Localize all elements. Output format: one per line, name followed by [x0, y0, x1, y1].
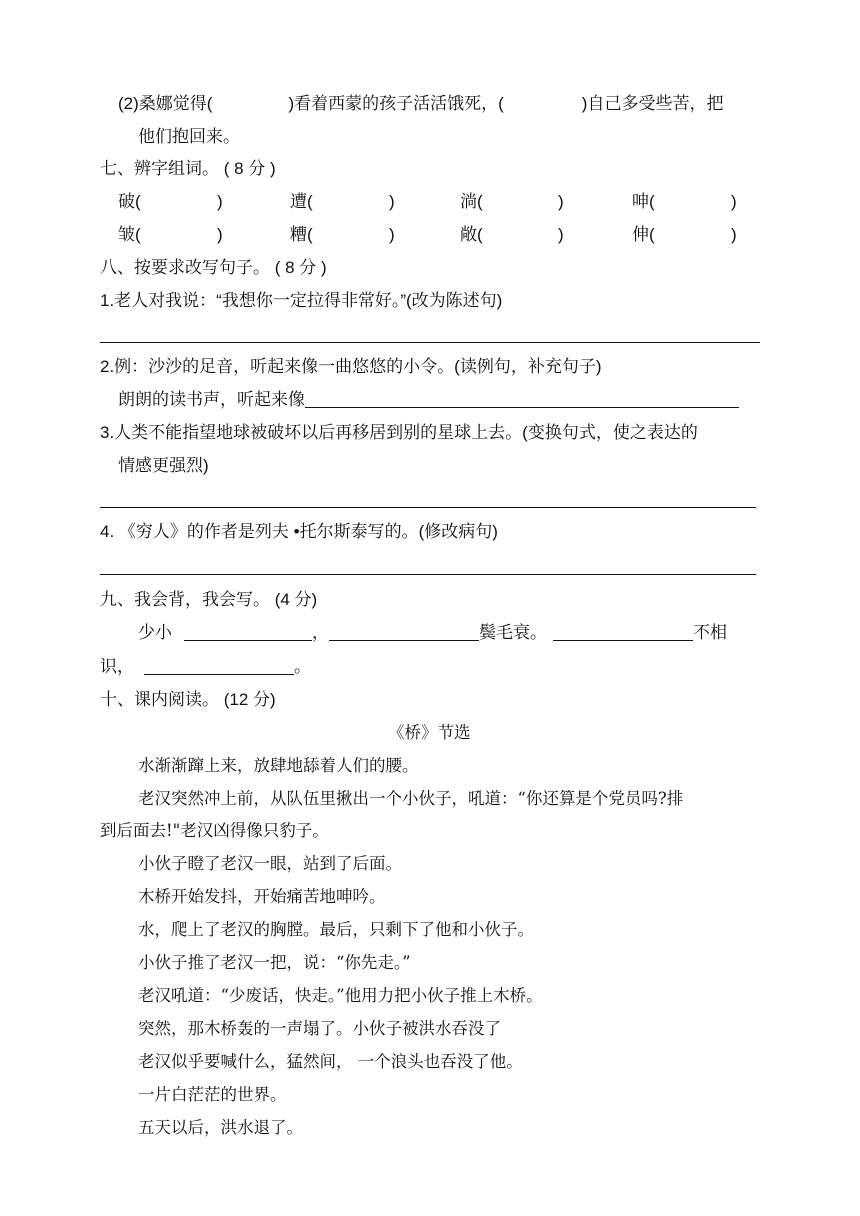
q6-sub2-line2: 他们抱回来。 — [138, 127, 240, 146]
q6-sub2-part1: (2)桑娜觉得( — [118, 94, 213, 113]
answer-line-1[interactable] — [100, 342, 760, 343]
q7-close-paren: ) — [731, 192, 737, 211]
q7-row2-item-4: 伸( — [632, 225, 655, 244]
q7-heading: 七、辨字组词。 ( 8 分 ) — [100, 159, 276, 178]
passage-paragraph: 老汉似乎要喊什么，猛然间， 一个浪头也吞没了他。 — [138, 1052, 523, 1071]
passage-paragraph: 水，爬上了老汉的胸膛。最后，只剩下了他和小伙子。 — [138, 920, 534, 939]
q9-l2-start: 识， — [100, 657, 134, 676]
poem-blank-2[interactable] — [329, 622, 479, 641]
passage-paragraph: 五天以后，洪水退了。 — [138, 1118, 303, 1137]
q8-sentence-4: 4. 《穷人》的作者是列夫 •托尔斯泰写的。(修改病句) — [100, 522, 498, 541]
q7-row2-item-2: 糟( — [290, 225, 313, 244]
q8-sentence-3-line2: 情感更强烈) — [118, 456, 209, 475]
q9-l1-start: 少小 — [138, 623, 172, 642]
q9-l1-comma: ， — [312, 623, 329, 642]
q7-row1-item-3: 淌( — [460, 192, 483, 211]
passage-paragraph: 突然，那木桥轰的一声塌了。小伙子被洪水吞没了 — [138, 1019, 501, 1038]
q8-sentence-2-stem: 朗朗的读书声，听起来像 — [118, 390, 305, 409]
q7-row1-item-2: 遭( — [290, 192, 313, 211]
q10-heading: 十、课内阅读。 (12 分) — [100, 690, 276, 709]
q9-l1-middle: 鬓毛衰。 — [479, 623, 547, 642]
q9-l2-end: 。 — [294, 657, 311, 676]
answer-line-3[interactable] — [100, 507, 756, 508]
q6-sub2-part3: )自己多受些苦，把 — [581, 94, 724, 113]
q6-sub2-part2: )看着西蒙的孩子活活饿死，( — [288, 94, 504, 113]
passage-paragraph: 到后面去!"老汉凶得像只豹子。 — [100, 821, 329, 840]
q7-row2-item-1: 皱( — [118, 225, 141, 244]
passage-paragraph: 老汉吼道：“少废话，快走。”他用力把小伙子推上木桥。 — [138, 986, 543, 1005]
q8-sentence-2-fill — [118, 387, 739, 413]
q9-line1 — [138, 620, 727, 646]
q7-close-paren: ) — [217, 225, 223, 244]
q7-row1-item-4: 呻( — [632, 192, 655, 211]
passage-paragraph: 小伙子瞪了老汉一眼，站到了后面。 — [138, 854, 402, 873]
passage-paragraph: 一片白茫茫的世界。 — [138, 1085, 287, 1104]
answer-line-2[interactable] — [305, 389, 739, 408]
passage-paragraph: 水渐渐蹿上来，放肆地舔着人们的腰。 — [138, 756, 419, 775]
q9-heading: 九、我会背，我会写。 (4 分) — [100, 590, 318, 609]
q7-close-paren: ) — [389, 192, 395, 211]
passage-paragraph: 木桥开始发抖，开始痛苦地呻吟。 — [138, 887, 386, 906]
passage-paragraph: 小伙子推了老汉一把，说：“你先走。” — [138, 953, 411, 972]
q7-close-paren: ) — [731, 225, 737, 244]
q7-row2-item-3: 敞( — [460, 225, 483, 244]
passage-title: 《桥》节选 — [388, 723, 471, 742]
q6-sub2-line1 — [118, 91, 723, 117]
passage-paragraph: 老汉突然冲上前，从队伍里揪出一个小伙子，吼道：“你还算是个党员吗?排 — [138, 789, 684, 808]
q9-line2 — [100, 654, 311, 680]
poem-blank-1[interactable] — [184, 622, 312, 641]
q7-close-paren: ) — [558, 192, 564, 211]
q9-l1-end: 不相 — [693, 623, 727, 642]
poem-blank-4[interactable] — [144, 656, 294, 675]
answer-line-4[interactable] — [100, 574, 756, 575]
q7-close-paren: ) — [558, 225, 564, 244]
q7-close-paren: ) — [217, 192, 223, 211]
poem-blank-3[interactable] — [553, 622, 693, 641]
q8-sentence-2: 2.例：沙沙的足音，听起来像一曲悠悠的小令。(读例句，补充句子) — [100, 357, 602, 376]
q8-sentence-1: 1.老人对我说：“我想你一定拉得非常好。”(改为陈述句) — [100, 291, 503, 310]
q7-row1-item-1: 破( — [118, 192, 141, 211]
q8-sentence-3-line1: 3.人类不能指望地球被破坏以后再移居到别的星球上去。(变换句式，使之表达的 — [100, 423, 698, 442]
q7-close-paren: ) — [389, 225, 395, 244]
q8-heading: 八、按要求改写句子。 ( 8 分 ) — [100, 258, 327, 277]
